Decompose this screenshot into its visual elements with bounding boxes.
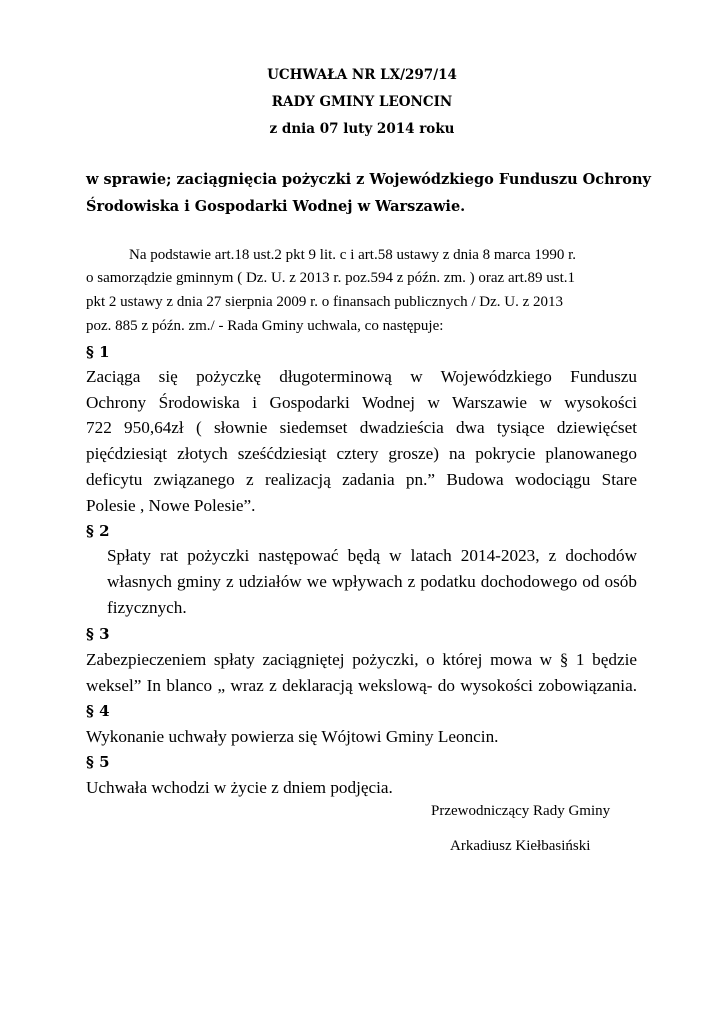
resolution-number: UCHWAŁA NR LX/297/14 [267, 67, 457, 83]
section-1-line: Polesie , Nowe Polesie”. [86, 496, 256, 515]
section-4-heading: § 4 [86, 702, 110, 720]
subject-line-2: Środowiska i Gospodarki Wodnej w Warszawie. [86, 198, 466, 215]
section-1-line: 722 950,64zł ( słownie siedemset dwadzieścia dwa tysiące dziewięćset [86, 418, 637, 437]
section-1-line: Ochrony Środowiska i Gospodarki Wodnej w Warszawie w wysokości [86, 393, 637, 412]
section-2-line: fizycznych. [107, 598, 187, 617]
council-name: RADY GMINY LEONCIN [271, 94, 453, 110]
section-1-line: deficytu związanego z realizacją zadania pn.” Budowa wodociągu Stare [86, 470, 637, 489]
preamble-line-1: Na podstawie art.18 ust.2 pkt 9 lit. c i art.58 ustawy z dnia 8 marca 1990 r. [129, 247, 576, 263]
section-2-line: Spłaty rat pożyczki następować będą w latach 2014-2023, z dochodów [107, 546, 637, 565]
subject-line-1: w sprawie; zaciągnięcia pożyczki z Wojewódzkiego Funduszu Ochrony [86, 171, 651, 188]
section-1-line: pięćdziesiąt złotych sześćdziesiąt cztery grosze) na pokrycie planowanego [86, 444, 637, 463]
section-3-line: Zabezpieczeniem spłaty zaciągniętej pożyczki, o której mowa w § 1 będzie [86, 650, 637, 669]
section-1-line: Zaciąga się pożyczkę długoterminową w Wojewódzkiego Funduszu [86, 367, 637, 386]
resolution-date: z dnia 07 luty 2014 roku [269, 121, 455, 137]
section-1-heading: § 1 [86, 343, 110, 361]
signatory-name: Arkadiusz Kiełbasiński [450, 838, 591, 854]
section-5-heading: § 5 [86, 753, 110, 771]
section-3-line: weksel” In blanco „ wraz z deklaracją wekslową- do wysokości zobowiązania. [86, 676, 637, 695]
section-2-line: własnych gminy z udziałów we wpływach z podatku dochodowego od osób [107, 572, 637, 591]
section-5-line: Uchwała wchodzi w życie z dniem podjęcia. [86, 778, 393, 797]
preamble-line-3: pkt 2 ustawy z dnia 27 sierpnia 2009 r. o finansach publicznych / Dz. U. z 2013 [86, 294, 563, 310]
signatory-title: Przewodniczący Rady Gminy [431, 803, 611, 819]
section-2-heading: § 2 [86, 522, 110, 540]
preamble-line-4: poz. 885 z późn. zm./ - Rada Gminy uchwala, co następuje: [86, 318, 444, 334]
section-3-heading: § 3 [86, 625, 110, 643]
preamble-line-2: o samorządzie gminnym ( Dz. U. z 2013 r. poz.594 z późn. zm. ) oraz art.89 ust.1 [86, 270, 576, 286]
section-4-line: Wykonanie uchwały powierza się Wójtowi Gminy Leoncin. [86, 727, 499, 746]
